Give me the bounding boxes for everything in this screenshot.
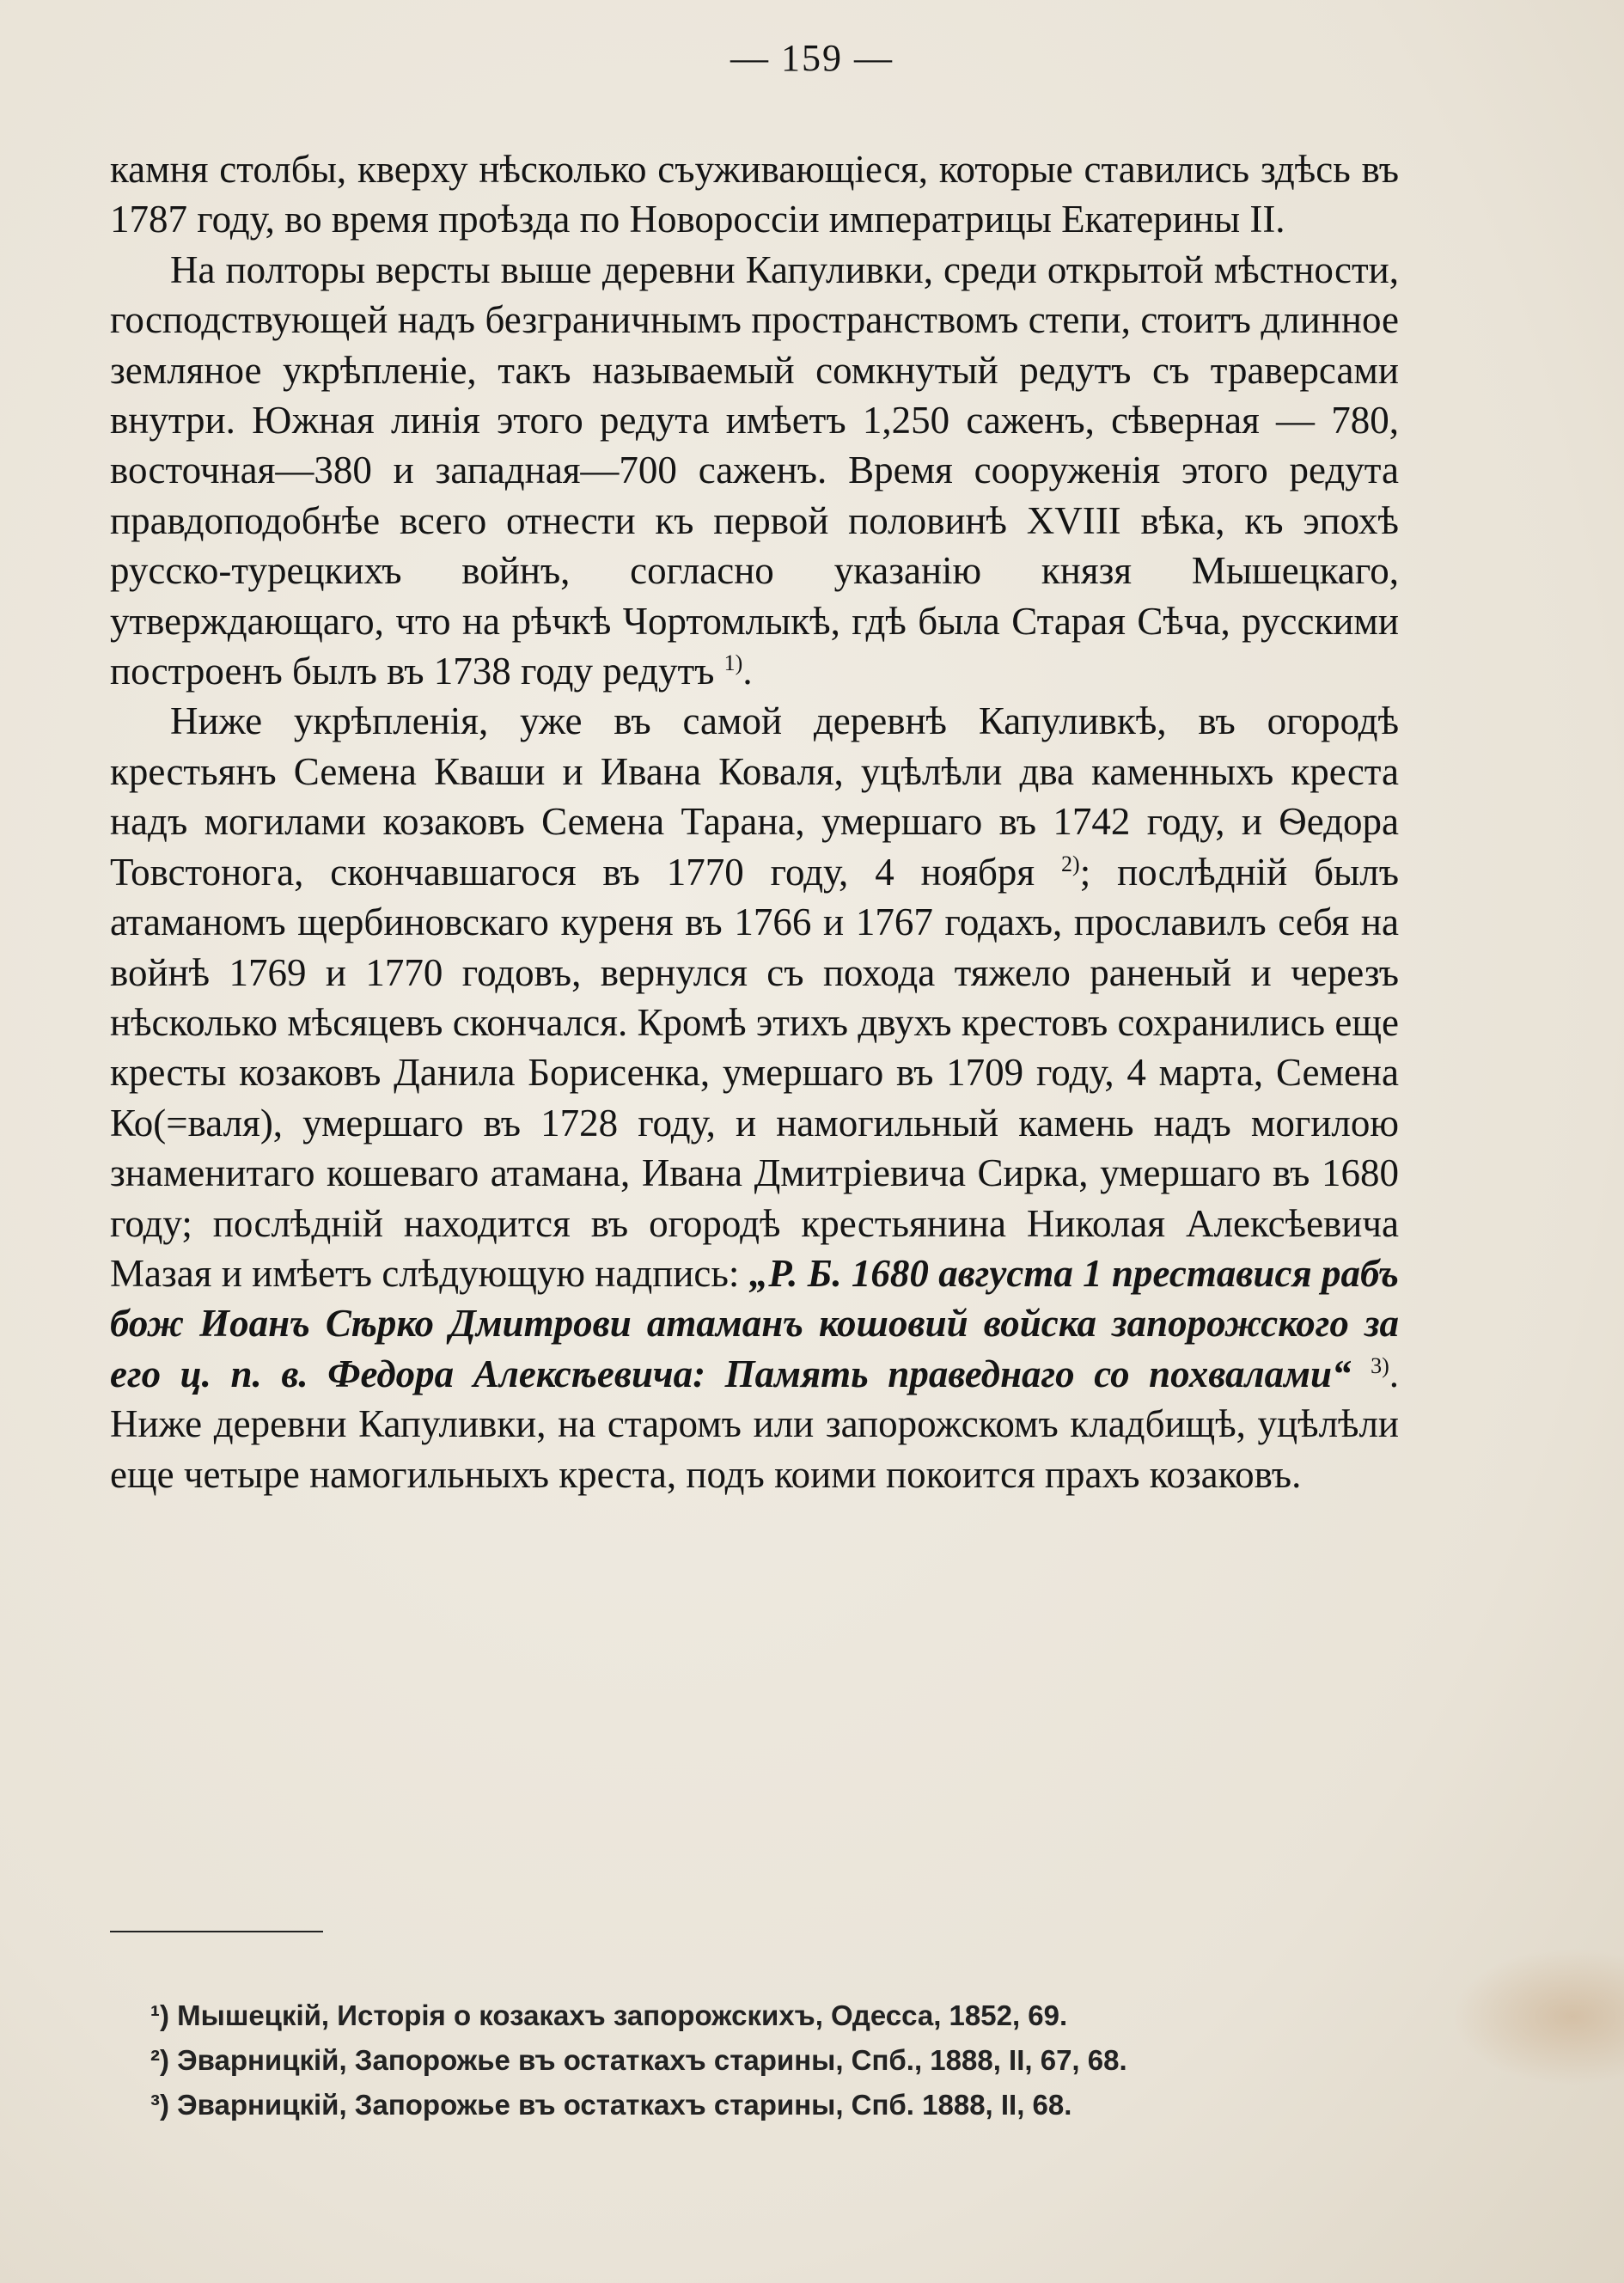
paragraph-3-text-c: . Ниже деревни Капуливки, на старомъ или запорожскомъ кладбищѣ, уцѣлѣли еще четыре намогильныхъ креста, подъ коими покоится прахъ козаковъ. — [110, 1352, 1399, 1496]
paper-stain — [1452, 1948, 1624, 2085]
inscription-quote: „Р. Б. 1680 августа 1 преставися рабъ бож Иоанъ Сѣрко Дмитрови атаманъ кошовий войска запорожского за его ц. п. в. Федора Алексѣевича: Память праведнаго со похвалами“ — [110, 1251, 1399, 1395]
footnote-ref-3[interactable]: 3) — [1371, 1352, 1389, 1378]
main-text — [110, 144, 1399, 1499]
paragraph-1-text: камня столбы, кверху нѣсколько съуживающіеся, которые ставились здѣсь въ 1787 году, во время проѣзда по Новороссіи императрицы Екатерины II. — [110, 148, 1399, 241]
footnote-3: ³) Эварницкій, Запорожье въ остаткахъ старины, Спб. 1888, II, 68. — [150, 2089, 1072, 2121]
paragraph-2-text: На полторы версты выше деревни Капуливки, среди открытой мѣстности, господствующей надъ безграничнымъ пространствомъ степи, стоитъ длинное земляное укрѣпленіе, такъ называемый сомкнутый редутъ съ траверсами внутри. Южная линія этого редута имѣетъ 1,250 саженъ, сѣверная — 780, восточная—380 и западная—700 саженъ. Время сооруженія этого редута правдоподобнѣе всего отнести къ первой половинѣ XVIII вѣка, къ эпохѣ русско-турецкихъ войнъ, согласно указанію князя Мышецкаго, утверждающаго, что на рѣчкѣ Чортомлыкѣ, гдѣ была Старая Сѣча, русскими построенъ былъ въ 1738 году редутъ — [110, 247, 1399, 693]
paragraph-2 — [110, 245, 1399, 697]
paragraph-2-tail: . — [742, 650, 753, 693]
footnote-ref-1[interactable]: 1) — [723, 650, 743, 676]
footnotes — [150, 1993, 1396, 2127]
paragraph-3 — [110, 696, 1399, 1499]
footnote-1: ¹) Мышецкій, Исторія о козакахъ запорожскихъ, Одесса, 1852, 69. — [150, 1999, 1068, 2031]
footnote-2: ²) Эварницкій, Запорожье въ остаткахъ старины, Спб., 1888, II, 67, 68. — [150, 2044, 1127, 2076]
paragraph-3-text-b: ; послѣдній былъ атаманомъ щербиновскаго куреня въ 1766 и 1767 годахъ, прославилъ себя на войнѣ 1769 и 1770 годовъ, вернулся съ похода тяжело раненый и черезъ нѣсколько мѣсяцевъ скончался. Кромѣ этихъ двухъ крестовъ сохранились еще кресты козаковъ Данила Борисенка, умершаго въ 1709 году, 4 марта, Семена Ко(=валя), умершаго въ 1728 году, и намогильный камень надъ могилою знаменитаго кошеваго атамана, Ивана Дмитріевича Сирка, умершаго въ 1680 году; послѣдній находится въ огородѣ крестьянина Николая Алексѣевича Мазая и имѣетъ слѣдующую надпись: — [110, 850, 1399, 1295]
footnote-ref-2[interactable]: 2) — [1061, 851, 1080, 876]
page-number: — 159 — — [730, 37, 894, 79]
paragraph-1 — [110, 144, 1399, 245]
footnote-divider — [110, 1931, 323, 1932]
paragraph-3-text-a: Ниже укрѣпленія, уже въ самой деревнѣ Капуливкѣ, въ огородѣ крестьянъ Семена Кваши и Ивана Коваля, уцѣлѣли два каменныхъ креста надъ могилами козаковъ Семена Тарана, умершаго въ 1742 году, и Ѳедора Товстонога, скончавшагося въ 1770 году, 4 ноября — [110, 699, 1399, 894]
